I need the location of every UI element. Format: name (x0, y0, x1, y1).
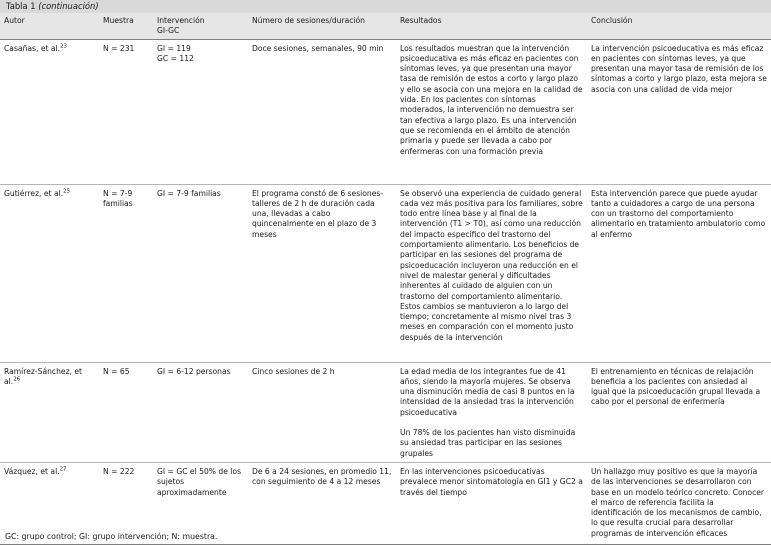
header-intervencion (153, 13, 248, 39)
table-row (0, 184, 771, 362)
header-conclusion: Conclusión (587, 13, 771, 39)
author-name: Gutiérrez, et al. (4, 188, 64, 198)
results-table (0, 13, 771, 545)
resultados-paragraph-1: La edad media de los integrantes fue de 41 años, siendo la mayoría mujeres. Se observa una disminución media de casi 8 puntos en la intensidad de la ansiedad tras la intervención psicoeducativa (400, 366, 575, 417)
intervencion-line2: GC = 112 (157, 53, 194, 63)
cell-resultados: Los resultados muestran que la intervención psicoeducativa es más eficaz en pacientes con síntomas leves, ya que presentan una mayor tasa de remisión de estos a corto y largo plazo y ello se asocia con una mejora en la calidad de vida. En los pacientes con síntomas moderados, la intervención no demuestra ser tan efectiva a largo plazo. Es una intervención que se recomienda en el ámbito de atención primaria y puede ser llevada a cabo por enfermeras con una formación previa (396, 39, 587, 184)
reference-number: 23 (60, 43, 67, 50)
cell-muestra: N = 222 (99, 462, 153, 544)
reference-number: 26 (13, 376, 21, 383)
cell-resultados: En las intervenciones psicoeducativas prevalece menor sintomatología en GI1 y GC2 a través del tiempo (396, 462, 587, 544)
cell-sesiones: De 6 a 24 sesiones, en promedio 11, con seguimiento de 4 a 12 meses (248, 462, 396, 544)
cell-intervencion (153, 39, 248, 184)
cell-conclusion: El entrenamiento en técnicas de relajación beneficia a los pacientes con ansiedad al igual que la psicoeducación grupal llevada a cabo por el personal de enfermería (587, 362, 771, 462)
caption-note: (continuación) (38, 1, 99, 11)
cell-sesiones: El programa constó de 6 sesiones-talleres de 2 h de duración cada una, llevadas a cabo quincenalmente en el plazo de 3 meses (248, 184, 396, 362)
reference-number: 25 (63, 188, 70, 195)
table-footnote: GC: grupo control; GI: grupo intervención; N: muestra. (5, 532, 218, 541)
cell-resultados (396, 362, 587, 462)
cell-autor (0, 39, 99, 184)
resultados-paragraph-2: Un 78% de los pacientes han visto disminuida su ansiedad tras participar en las sesiones grupales (400, 428, 576, 458)
cell-intervencion: GI = 7-9 familias (153, 184, 248, 362)
table-header-row (0, 13, 771, 39)
cell-conclusion: La intervención psicoeducativa es más eficaz en pacientes con síntomas leves, ya que presentan una mayor tasa de remisión de los síntomas a corto y largo plazo, esta mejora se asocia con una calidad de vida mejor (587, 39, 771, 184)
cell-resultados: Se observó una experiencia de cuidado general cada vez más positiva para los familiares, sobre todo entre línea base y al final de la intervención (T1 > T0), así como una reducción del impacto específico del trastorno del comportamiento alimentario. Los beneficios de participar en las sesiones del programa de psicoeducación incluyeron una reducción en el nivel de malestar general y dificultades inherentes al cuidado de alguien con un trastorno del comportamiento alimentario. Estos cambios se mantuvieron a lo largo del tiempo; concretamente al mismo nivel tras 3 meses en comparación con el momento justo después de la intervención (396, 184, 587, 362)
header-intervencion-line2: GI-GC (157, 26, 180, 36)
author-name: Vázquez, et al. (4, 466, 60, 476)
caption-label: Tabla 1 (6, 1, 36, 11)
cell-conclusion: Esta intervención parece que puede ayudar tanto a cuidadores a cargo de una persona con un trastorno del comportamiento alimentario en tratamiento ambulatorio como al enfermo (587, 184, 771, 362)
cell-autor (0, 184, 99, 362)
cell-sesiones: Doce sesiones, semanales, 90 min (248, 39, 396, 184)
cell-conclusion: Un hallazgo muy positivo es que la mayoría de las intervenciones se desarrollaron con base en un modelo teórico concreto. Conocer el marco de referencia facilita la identificación de los mecanismos de cambio, lo que resulta crucial para desarrollar programas de intervención eficaces (587, 462, 771, 544)
header-muestra: Muestra (99, 13, 153, 39)
cell-sesiones: Cinco sesiones de 2 h (248, 362, 396, 462)
cell-muestra: N = 7-9 familias (99, 184, 153, 362)
cell-intervencion: GI = GC el 50% de los sujetos aproximadamente (153, 462, 248, 544)
table-caption (0, 0, 771, 13)
header-intervencion-line1: Intervención (157, 16, 205, 25)
reference-number: 27 (59, 466, 67, 473)
header-sesiones: Número de sesiones/duración (248, 13, 396, 39)
cell-muestra: N = 65 (99, 362, 153, 462)
header-autor: Autor (0, 13, 99, 39)
author-name: Casañas, et al. (4, 43, 61, 53)
intervencion-line1: GI = 119 (157, 43, 191, 53)
table-row (0, 362, 771, 462)
table-row (0, 39, 771, 184)
cell-autor (0, 362, 99, 462)
header-resultados: Resultados (396, 13, 587, 39)
author-name: Ramírez-Sánchez, et al. (4, 366, 83, 386)
cell-intervencion: GI = 6-12 personas (153, 362, 248, 462)
cell-muestra: N = 231 (99, 39, 153, 184)
